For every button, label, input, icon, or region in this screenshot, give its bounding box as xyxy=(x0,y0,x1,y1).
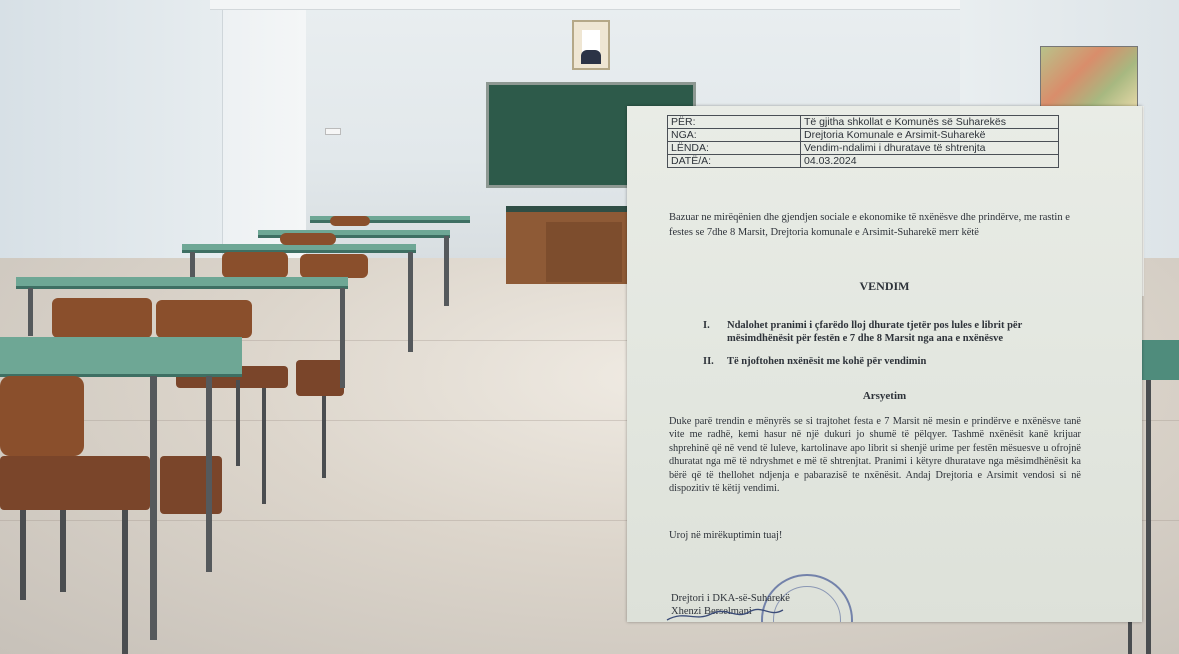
header-value: Drejtoria Komunale e Arsimit-Suharekë xyxy=(801,129,1059,142)
item-number: I. xyxy=(703,320,710,331)
item-text: Të njoftohen nxënësit me kohë për vendimin xyxy=(727,356,927,367)
header-label: DATË/A: xyxy=(668,155,801,168)
desk-leg xyxy=(340,288,345,388)
wall-map xyxy=(1040,46,1138,108)
desk-leg xyxy=(206,376,212,572)
item-number: II. xyxy=(703,356,714,367)
desk-leg xyxy=(444,236,449,306)
chair-leg xyxy=(60,510,66,592)
student-desk xyxy=(16,277,348,289)
header-row-recipient xyxy=(668,116,1059,129)
closing-line: Uroj në mirëkuptimin tuaj! xyxy=(669,530,783,541)
light-switch xyxy=(325,128,341,135)
chair xyxy=(156,300,252,338)
student-desk xyxy=(0,337,242,377)
signer-title: Drejtori i DKA-së-Suharekë xyxy=(671,593,790,604)
header-value: Të gjitha shkollat e Komunës së Suharekës xyxy=(801,116,1059,129)
document-header-table xyxy=(667,115,1059,168)
chair-seat xyxy=(160,456,222,514)
desk-leg xyxy=(408,252,413,352)
chair xyxy=(330,216,370,226)
chair xyxy=(222,252,288,278)
chair-seat xyxy=(0,456,150,510)
student-desk xyxy=(182,244,416,253)
reasoning-title: Arsyetim xyxy=(862,390,907,402)
decision-item xyxy=(703,319,1067,345)
chair xyxy=(0,376,84,456)
chair-leg xyxy=(20,510,26,600)
header-label: NGA: xyxy=(668,129,801,142)
item-text: Ndalohet pranimi i çfarëdo lloj dhurate tjetër pos lules e librit për mësimdhënësit për festën e 7 dhe 8 Marsit nga ana e nxënësve xyxy=(727,320,1023,344)
header-label: LËNDA: xyxy=(668,142,801,155)
chair-leg xyxy=(322,396,326,478)
header-value: 04.03.2024 xyxy=(801,155,1059,168)
chair-leg xyxy=(122,510,128,654)
ceiling-edge xyxy=(210,0,970,10)
chair xyxy=(52,298,152,338)
chair-seat xyxy=(296,360,344,396)
chair-leg xyxy=(262,388,266,504)
intro-paragraph: Bazuar ne mirëqënien dhe gjendjen sociale e ekonomike të nxënësve dhe prindërve, me rastin e festes se 7dhe 8 Marsit, Drejtoria komunale e Arsimit-Suharekë merr këtë xyxy=(669,212,1070,238)
handwritten-signature-icon xyxy=(665,606,785,622)
decision-item xyxy=(703,355,1067,368)
chair xyxy=(280,233,336,245)
student-desk xyxy=(1142,340,1179,380)
decision-title: VENDIM xyxy=(859,279,910,293)
teacher-desk xyxy=(506,206,628,284)
chair xyxy=(300,254,368,278)
header-row-subject xyxy=(668,142,1059,155)
chair-leg xyxy=(236,380,240,466)
desk-leg xyxy=(28,288,33,336)
signer-name: Xhenzi Berselmani xyxy=(671,606,752,617)
reasoning-paragraph: Duke parë trendin e mënyrës se si trajtohet festa e 7 Marsit në mesin e prindërve e nxënësve tanë vite me radhë, kemi hasur në një dukuri jo shumë të pëlqyer. Tashmë nxënësit kanë krijuar shprehinë që në vend të luleve, kartolinave apo librit si shenjë urime per festën mësuesve u ofrojnë dhuratat nga më të ndryshmet e më të shtrenjtat. Pranimi i këtyre dhuratave nga mësimdhënësit ka bërë që të thellohet ndjenja e pabarazisë te nxënësit. Andaj Drejtoria e Arsimit vendosi si në dispozitiv të këtij vendimi. xyxy=(669,416,1081,495)
chair-leg xyxy=(1146,380,1151,654)
portrait-suit xyxy=(581,50,601,64)
header-row-date xyxy=(668,155,1059,168)
desk-leg xyxy=(150,376,157,640)
header-row-sender xyxy=(668,129,1059,142)
header-value: Vendim-ndalimi i dhuratave të shtrenjta xyxy=(801,142,1059,155)
framed-portrait xyxy=(572,20,610,70)
header-label: PËR: xyxy=(668,116,801,129)
desk-leg xyxy=(190,252,195,278)
desk-panel xyxy=(546,222,622,282)
decision-document xyxy=(627,106,1142,622)
